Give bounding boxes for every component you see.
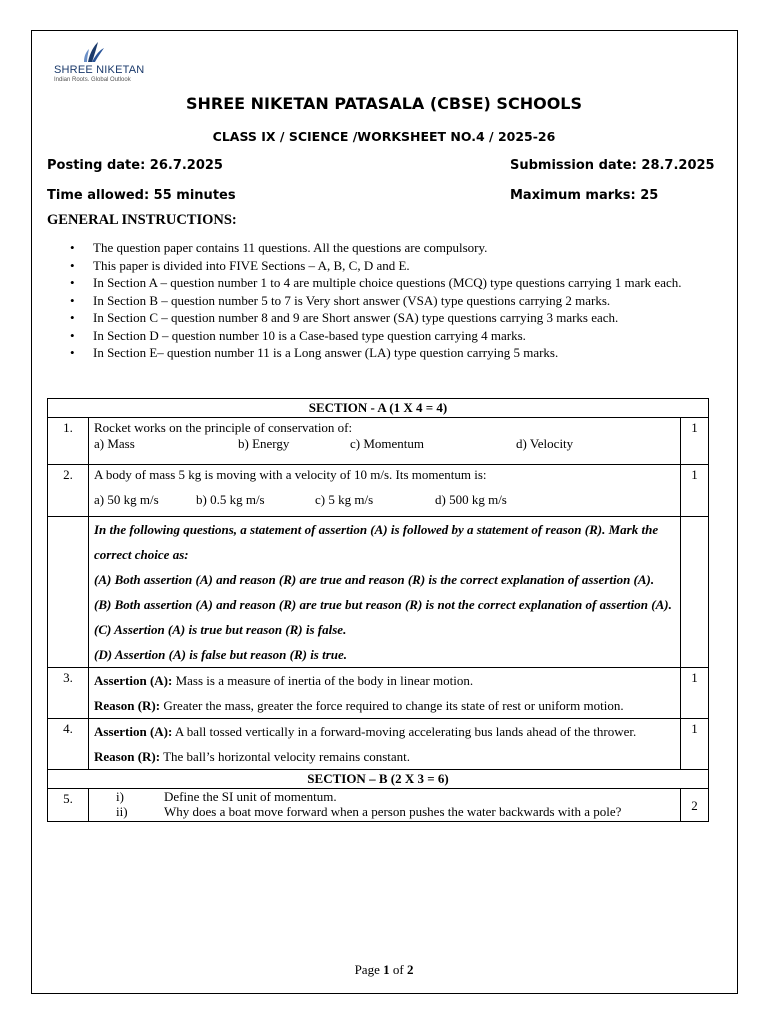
- question-marks: 2: [681, 789, 709, 822]
- question-number: 3.: [48, 668, 89, 719]
- question-number: 2.: [48, 465, 89, 517]
- option-c: c) Momentum: [350, 436, 425, 451]
- school-logo: [54, 40, 154, 85]
- instruction-item: • In Section D – question number 10 is a Case-based type question carrying 4 marks.: [70, 328, 730, 344]
- page-footer: [0, 962, 768, 978]
- question-1: [89, 418, 681, 465]
- empty-cell: [48, 517, 89, 668]
- logo-name: SHREE NIKETAN: [54, 64, 145, 76]
- question-2: [89, 465, 681, 517]
- option-d: d) Velocity: [516, 436, 574, 451]
- option-d: d) 500 kg m/s: [435, 492, 507, 507]
- question-marks: 1: [681, 668, 709, 719]
- instruction-item: • The question paper contains 11 questions. All the questions are compulsory.: [70, 240, 730, 256]
- instruction-item: • This paper is divided into FIVE Sections – A, B, C, D and E.: [70, 258, 730, 274]
- question-number: 5.: [48, 789, 89, 822]
- section-a-heading-row: [48, 399, 709, 418]
- option-b: b) 0.5 kg m/s: [196, 492, 265, 507]
- page-number: 1: [383, 962, 390, 977]
- page-total: 2: [406, 962, 414, 977]
- page-of-label: of: [389, 962, 407, 977]
- ar-intro: In the following questions, a statement of assertion (A) is followed by a statement of reason (R). Mark the correct choice as:: [94, 522, 659, 562]
- empty-cell: [681, 517, 709, 668]
- question-marks: 1: [681, 418, 709, 465]
- question-4: [89, 719, 681, 770]
- options: [94, 492, 675, 508]
- question-row-3: [48, 668, 709, 719]
- question-number: 4.: [48, 719, 89, 770]
- instruction-item: • In Section B – question number 5 to 7 is Very short answer (VSA) type questions carrying 2 marks.: [70, 293, 730, 309]
- question-row-4: [48, 719, 709, 770]
- maximum-marks: Maximum marks: 25: [510, 188, 659, 203]
- sub-question-text: Why does a boat move forward when a person pushes the water backwards with a pole?: [164, 804, 622, 819]
- page-label: Page: [354, 962, 384, 977]
- assertion: [94, 668, 675, 693]
- assertion: [94, 719, 675, 744]
- assertion-reason-instructions: [89, 517, 681, 668]
- posting-date: Posting date: 26.7.2025: [47, 158, 223, 173]
- instruction-item: • In Section A – question number 1 to 4 are multiple choice questions (MCQ) type questions carrying 1 mark each.: [70, 275, 730, 291]
- time-allowed: Time allowed: 55 minutes: [47, 188, 236, 203]
- question-5: [89, 789, 681, 822]
- question-marks: 1: [681, 465, 709, 517]
- question-3: [89, 668, 681, 719]
- reason: [94, 744, 675, 769]
- submission-date: Submission date: 28.7.2025: [510, 158, 715, 173]
- section-a-heading: SECTION - A (1 X 4 = 4): [48, 399, 709, 418]
- sub-question-i: [94, 789, 675, 804]
- school-title: SHREE NIKETAN PATASALA (CBSE) SCHOOLS: [185, 94, 583, 113]
- sub-question-ii: [94, 804, 675, 819]
- question-marks: 1: [681, 719, 709, 770]
- option-a: a) 50 kg m/s: [94, 492, 159, 507]
- ar-choice-c: (C) Assertion (A) is true but reason (R) is false.: [94, 622, 347, 637]
- question-row-1: [48, 418, 709, 465]
- worksheet-title: CLASS IX / SCIENCE /WORKSHEET NO.4 / 2025-26: [212, 129, 556, 144]
- assertion-text: A ball tossed vertically in a forward-moving accelerating bus lands ahead of the thrower.: [172, 724, 637, 739]
- question-row-5: [48, 789, 709, 822]
- instruction-item: • In Section C – question number 8 and 9 are Short answer (SA) type questions carrying 3 marks each.: [70, 310, 730, 326]
- sub-question-label: ii): [116, 804, 128, 819]
- options: [94, 436, 675, 452]
- reason-text: Greater the mass, greater the force required to change its state of rest or uniform motion.: [160, 698, 624, 713]
- ar-choice-d: (D) Assertion (A) is false but reason (R) is true.: [94, 647, 348, 662]
- assertion-reason-instructions-row: [48, 517, 709, 668]
- option-b: b) Energy: [238, 436, 290, 451]
- sub-question-label: i): [116, 789, 124, 804]
- question-text: A body of mass 5 kg is moving with a velocity of 10 m/s. Its momentum is:: [94, 467, 487, 482]
- assertion-text: Mass is a measure of inertia of the body in linear motion.: [172, 673, 474, 688]
- logo-tagline: Indian Roots. Global Outlook: [54, 77, 131, 83]
- reason: [94, 693, 675, 718]
- instructions-list: [70, 240, 730, 363]
- reason-label: Reason (R):: [94, 749, 161, 764]
- question-text: Rocket works on the principle of conservation of:: [94, 420, 353, 435]
- assertion-label: Assertion (A):: [94, 673, 173, 688]
- ar-choice-b: (B) Both assertion (A) and reason (R) are true but reason (R) is not the correct explanation of assertion (A).: [94, 597, 672, 612]
- option-a: a) Mass: [94, 436, 135, 451]
- assertion-label: Assertion (A):: [94, 724, 173, 739]
- logo-emblem-icon: [54, 40, 154, 66]
- reason-text: The ball’s horizontal velocity remains constant.: [160, 749, 411, 764]
- question-number: 1.: [48, 418, 89, 465]
- questions-table: [47, 398, 709, 822]
- question-row-2: [48, 465, 709, 517]
- instructions-heading: GENERAL INSTRUCTIONS:: [47, 212, 237, 228]
- instruction-item: • In Section E– question number 11 is a Long answer (LA) type question carrying 5 marks.: [70, 345, 730, 361]
- section-b-heading-row: [48, 770, 709, 789]
- reason-label: Reason (R):: [94, 698, 161, 713]
- ar-choice-a: (A) Both assertion (A) and reason (R) are true and reason (R) is the correct explanation of assertion (A).: [94, 572, 655, 587]
- sub-question-text: Define the SI unit of momentum.: [164, 789, 337, 804]
- section-b-heading: SECTION – B (2 X 3 = 6): [48, 770, 709, 789]
- option-c: c) 5 kg m/s: [315, 492, 374, 507]
